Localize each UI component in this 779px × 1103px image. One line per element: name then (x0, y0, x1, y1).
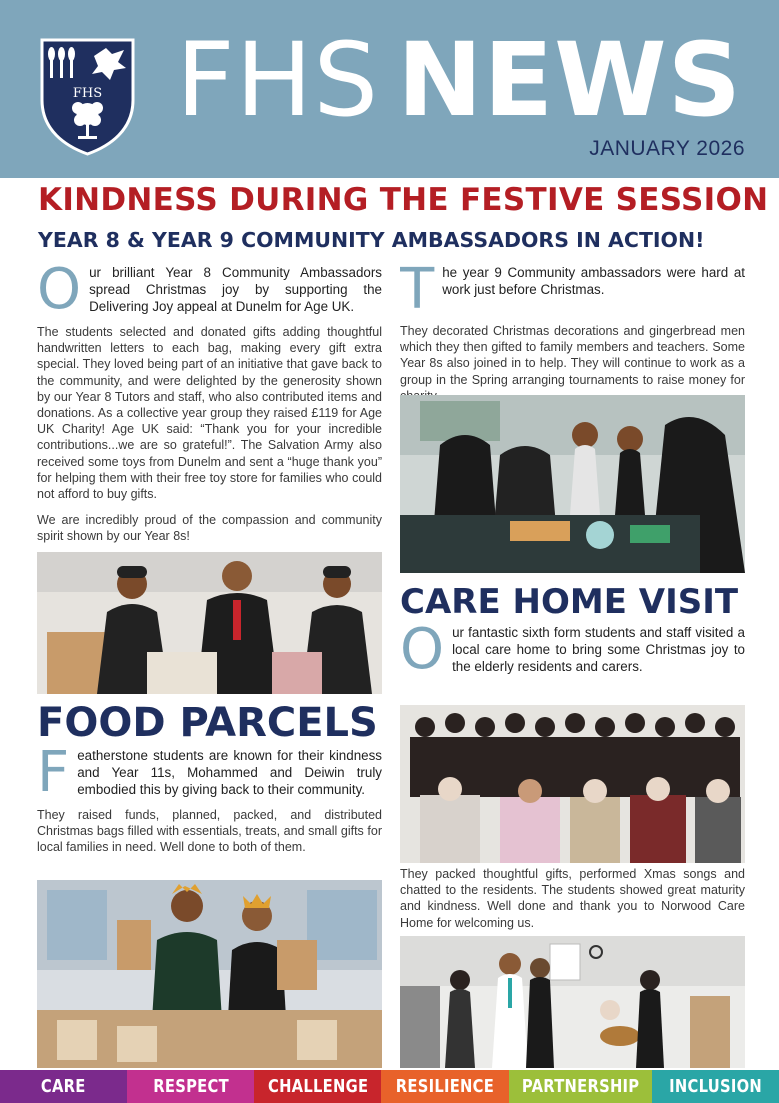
care-home-dropcap: O (400, 624, 445, 675)
crest-text: FHS (72, 86, 103, 101)
school-values-bar (0, 1070, 779, 1103)
food-parcels-article (37, 747, 382, 856)
page-subtitle: YEAR 8 & YEAR 9 COMMUNITY AMBASSADORS IN ACTION! (38, 228, 705, 252)
care-home-article-continued (400, 866, 745, 931)
year9-lead (400, 264, 745, 314)
value-partnership-label: PARTNERSHIP (521, 1076, 639, 1097)
masthead-news: NEWS (397, 26, 743, 136)
care-home-article (400, 624, 745, 675)
year8-article (37, 264, 382, 545)
year8-lead (37, 264, 382, 315)
value-challenge (254, 1070, 381, 1103)
page-title: KINDNESS DURING THE FESTIVE SESSION (38, 182, 769, 218)
value-inclusion-label: INCLUSION (669, 1076, 762, 1097)
year9-lead-text: he year 9 Community ambassadors were hard at work just before Christmas. (442, 265, 745, 297)
food-parcels-heading: FOOD PARCELS (37, 700, 378, 746)
newsletter-header (0, 0, 779, 178)
year8-lead-text: ur brilliant Year 8 Community Ambassadors spread Christmas joy by supporting the Delivering Joy appeal at Dunelm for Age UK. (89, 265, 382, 314)
food-parcels-lead (37, 747, 382, 798)
year8-paragraph-2: We are incredibly proud of the compassion and community spirit shown by our Year 8s! (37, 513, 382, 544)
year9-article (400, 264, 745, 404)
value-resilience (381, 1070, 508, 1103)
value-respect (127, 1070, 254, 1103)
food-parcels-lead-text: eatherstone students are known for their kindness and Year 11s, Mohammed and Deiwin truly embodied this by giving back to their community. (77, 748, 382, 797)
value-challenge-label: CHALLENGE (267, 1076, 369, 1097)
care-home-lead-text: ur fantastic sixth form students and staff visited a local care home to bring some Christmas joy to the elderly residents and carers. (452, 625, 745, 674)
care-home-heading: CARE HOME VISIT (400, 582, 739, 622)
masthead-fhs: FHS (176, 26, 380, 136)
value-resilience-label: RESILIENCE (395, 1076, 495, 1097)
food-parcels-paragraph-1: They raised funds, planned, packed, and distributed Christmas bags filled with essentials, treats, and small gifts for local families in need. Well done to both of them. (37, 808, 382, 855)
year8-dropcap: O (37, 264, 82, 315)
school-crest-icon (40, 38, 135, 156)
masthead (176, 26, 766, 136)
value-respect-label: RESPECT (152, 1076, 229, 1097)
care-home-performance-photo (400, 936, 745, 1068)
care-home-paragraph-1: They packed thoughtful gifts, performed Xmas songs and chatted to the residents. The students showed great maturity and kindness. Well done and thank you to Norwood Care Home for welcoming us. (400, 867, 745, 930)
issue-date: JANUARY 2026 (589, 137, 745, 160)
food-parcels-photo (37, 880, 382, 1068)
gingerbread-activity-photo (400, 395, 745, 573)
value-inclusion (652, 1070, 779, 1103)
year8-ambassadors-photo (37, 552, 382, 694)
care-home-group-photo (400, 705, 745, 863)
value-partnership (509, 1070, 652, 1103)
value-care (0, 1070, 127, 1103)
year9-paragraph-1: They decorated Christmas decorations and gingerbread men which they then gifted to family members and teachers. Some Year 8s also joined in to help. They will continue to work as a group in the Spring arranging tournaments to raise money for (400, 324, 745, 387)
value-care-label: CARE (41, 1076, 86, 1097)
year9-dropcap: T (400, 264, 435, 314)
year8-paragraph-1: The students selected and donated gifts adding thoughtful handwritten letters to each bag, making every gift extra special. They loved being part of an initiative that gave back to the community, and were delighted by the generosity shown by our Year 8 Tutors and staff, who also contributed items and donations. As a collective year group they raised £119 for Age UK Charity! Age UK said: “Thank you for your incredible contributions...we are so grateful!”. The Salvation Army also received some toys from Dunelm and sent a “huge thank you” for helping them with their free toy store for families who could not afford to buy gifts. (37, 325, 382, 502)
food-parcels-dropcap: F (37, 747, 70, 798)
care-home-lead (400, 624, 745, 675)
